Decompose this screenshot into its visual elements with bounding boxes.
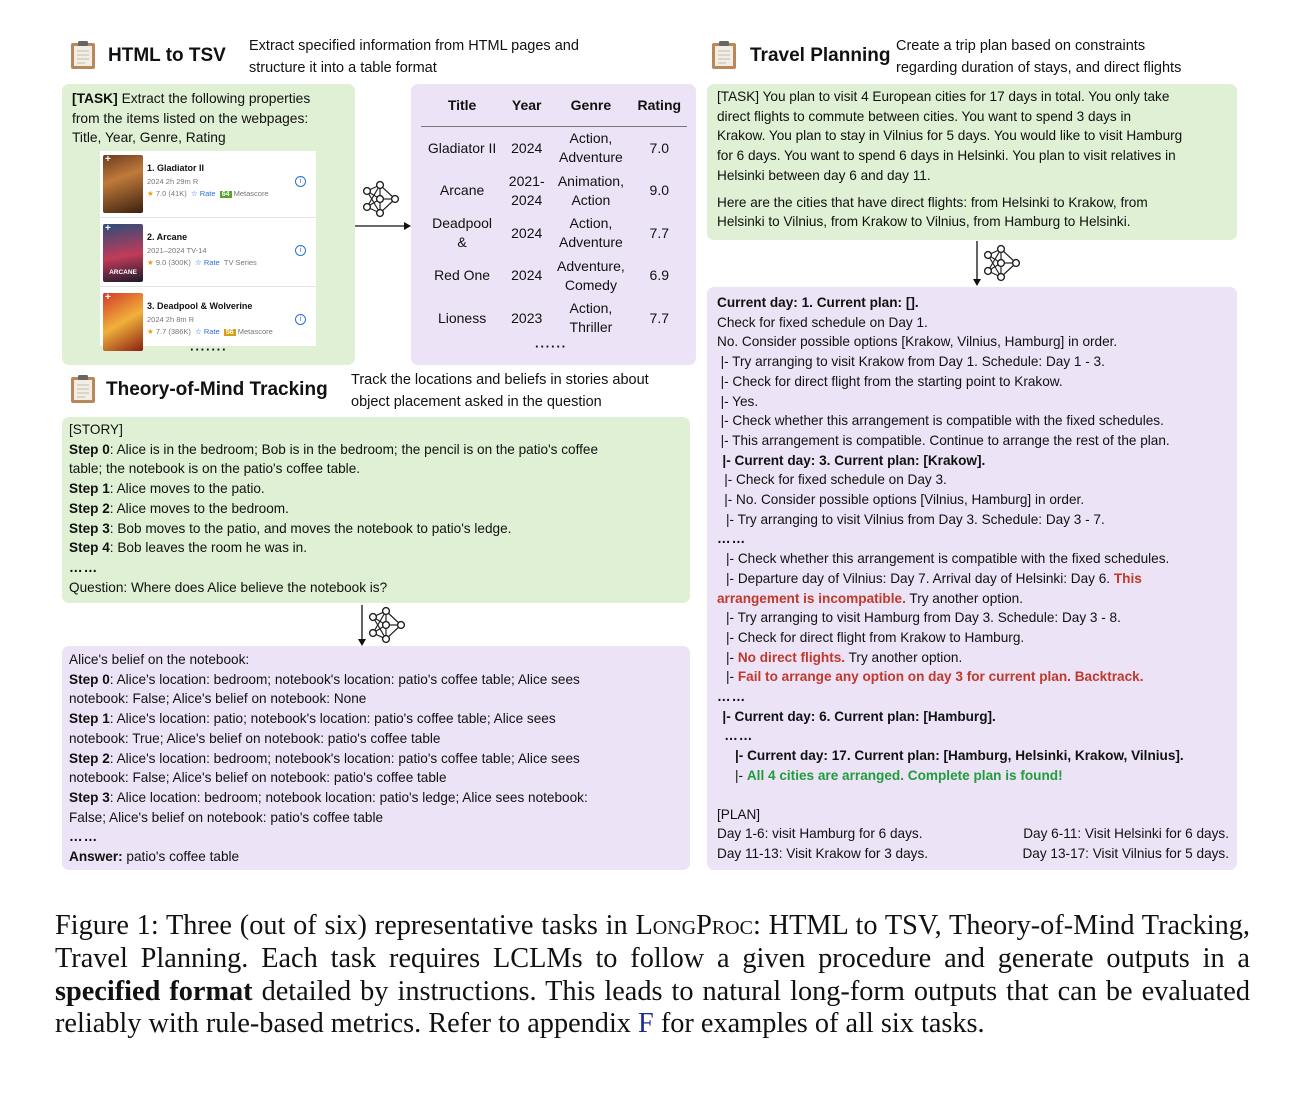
table-cell: Action, Adventure xyxy=(558,130,623,166)
tom-desc: Track the locations and beliefs in stories about object placement asked in the question xyxy=(351,372,649,410)
text-line: Step 3: Bob moves to the patio, and moves the notebook to patio's ledge. xyxy=(69,520,512,536)
text-line: Step 2: Alice's location: bedroom; notebook's location: patio's coffee table; Alice sees xyxy=(69,750,580,766)
star-icon: ★ xyxy=(147,327,154,336)
travel-title: Travel Planning xyxy=(750,45,891,66)
table-cell: Adventure, Comedy xyxy=(557,257,625,293)
table-cell: 2024 xyxy=(511,267,543,284)
procedure-line: |- Check whether this arrangement is compatible with the fixed schedules. xyxy=(720,413,1164,429)
task-line: [TASK] You plan to visit 4 European cities for 17 days in total. You only take xyxy=(717,89,1170,104)
table-cell: Red One xyxy=(434,267,491,284)
neural-network-icon xyxy=(362,180,402,218)
column-header: Title xyxy=(421,84,503,127)
travel-task-box xyxy=(707,84,1237,240)
text-line: False; Alice's belief on notebook: patio's coffee table xyxy=(69,809,384,825)
table-cell: 9.0 xyxy=(649,182,670,199)
table-cell: 7.0 xyxy=(649,139,670,156)
question: Question: Where does Alice believe the notebook is? xyxy=(69,579,388,595)
webpage-screenshot xyxy=(100,151,316,346)
html-tsv-output-box xyxy=(411,84,696,365)
procedure-line: |- Current day: 3. Current plan: [Krakow]. xyxy=(722,452,986,468)
plan-row: Day 11-13: Visit Krakow for 3 days. Day 13-17: Visit Vilnius for 5 days. xyxy=(717,845,1229,861)
arrow-down-icon xyxy=(971,241,983,287)
plan-label: [PLAN] xyxy=(717,807,761,822)
neural-network-icon xyxy=(983,244,1023,282)
table-cell: Lioness xyxy=(437,309,487,326)
table-row xyxy=(421,255,687,298)
text-line: notebook: True; Alice's belief on notebook: patio's coffee table xyxy=(69,730,441,746)
flight-line: Helsinki to Vilnius, from Krakow to Vilnius, from Hamburg to Helsinki. xyxy=(717,214,1131,230)
procedure-line: |- All 4 cities are arranged. Complete plan is found! xyxy=(735,767,1063,783)
tsv-table xyxy=(421,84,687,340)
table-cell: 7.7 xyxy=(649,224,670,241)
table-cell: 2024 xyxy=(511,139,543,156)
table-cell: Animation, Action xyxy=(557,172,624,208)
table-cell: Deadpool & xyxy=(432,215,493,251)
info-icon: i xyxy=(295,314,306,325)
column-header: Genre xyxy=(550,84,631,127)
table-row xyxy=(421,297,687,340)
task-line: Helsinki between day 6 and day 11. xyxy=(717,167,931,183)
procedure-line: |- This arrangement is compatible. Continue to arrange the rest of the plan. xyxy=(720,432,1170,448)
tom-answer-box: Alice's belief on the notebook: Step 0: Alice's location: bedroom; notebook's location: patio's coffee table; Alice sees notebook: False; Alice's belief on notebook: None Step 1: Alice's location: patio; notebook's location: patio's coffee table; Alice sees notebook: True; Alice's belief on notebook: patio's coffee table Step 2: Alice's location: bedroom; notebook's location: patio's coffee table; Alice sees notebook: False; Alice's belief on notebook: patio's coffee table Step 3: Alice location: bedroom; notebook location: patio's ledge; Alice sees notebook: False; Alice's belief on notebook: patio's coffee table …… Answer: patio's coffee table xyxy=(62,646,690,870)
procedure-line: |- No. Consider possible options [Vilnius, Hamburg] in order. xyxy=(724,492,1085,508)
html-tsv-task-box: [TASK] Extract the following properties from the items listed on the webpages: Title, Year, Genre, Rating xyxy=(62,84,355,365)
ellipsis: …… xyxy=(69,559,99,575)
task-line: direct flights to commute between cities. You want to spend 3 days in xyxy=(717,108,1132,124)
card-ellipsis: ······· xyxy=(190,342,228,357)
column-header: Year xyxy=(503,84,550,127)
plus-icon: + xyxy=(105,223,111,234)
table-cell: 7.7 xyxy=(649,309,670,326)
procedure-line: |- No direct flights. Try another option. xyxy=(726,649,963,665)
procedure-line: |- Yes. xyxy=(720,393,759,409)
table-cell: 2021- 2024 xyxy=(508,172,545,208)
travel-procedure-box xyxy=(707,287,1237,870)
procedure-line: |- Try arranging to visit Vilnius from Day 3. Schedule: Day 3 - 7. xyxy=(726,511,1105,527)
procedure-line: |- Check for direct flight from Krakow to Hamburg. xyxy=(726,629,1025,645)
table-row xyxy=(421,212,687,255)
list-item: + 1. Gladiator II 2024 2h 29m R ★ 7.0 (41K) ☆ Rate 64 Metascore i xyxy=(100,151,316,218)
procedure-line: |- Current day: 6. Current plan: [Hamburg]. xyxy=(722,708,996,724)
table-ellipsis: ······ xyxy=(535,339,567,354)
procedure-line: Current day: 1. Current plan: []. xyxy=(717,295,919,310)
appendix-link[interactable]: F xyxy=(638,1008,654,1040)
procedure-line: |- Check whether this arrangement is compatible with the fixed schedules. xyxy=(726,551,1170,567)
travel-section xyxy=(711,40,737,75)
procedure-line: Check for fixed schedule on Day 1. xyxy=(717,314,928,330)
arrow-right-icon xyxy=(354,220,412,232)
text-line: Step 4: Bob leaves the room he was in. xyxy=(69,540,308,556)
procedure-line: |- Try arranging to visit Hamburg from Day 3. Schedule: Day 3 - 8. xyxy=(726,610,1121,626)
flight-line: Here are the cities that have direct flights: from Helsinki to Krakow, from xyxy=(717,194,1148,210)
procedure-line: No. Consider possible options [Krakow, Vilnius, Hamburg] in order. xyxy=(717,334,1118,350)
answer: Answer: patio's coffee table xyxy=(69,849,240,865)
list-item: + 3. Deadpool & Wolverine 2024 2h 8m R ★ 7.7 (386K) ☆ Rate 56 Metascore i xyxy=(100,289,316,355)
text-line: table; the notebook is on the patio's coffee table. xyxy=(69,461,361,477)
tom-story-box: [STORY] Step 0: Alice is in the bedroom; Bob is in the bedroom; the pencil is on the patio's coffee table; the notebook is on the patio's coffee table. Step 1: Alice moves to the patio. Step 2: Alice moves to the bedroom. Step 3: Bob moves to the patio, and moves the notebook to patio's ledge. Step 4: Bob leaves the room he was in. …… Question: Where does Alice believe the notebook is? xyxy=(62,417,690,603)
list-item: ARCANE + 2. Arcane 2021–2024 TV-14 ★ 9.0 (300K) ☆ Rate TV Series i xyxy=(100,220,316,287)
column-header: Rating xyxy=(632,84,687,127)
procedure-line: …… xyxy=(717,531,747,547)
clipboard-icon xyxy=(711,40,737,70)
plus-icon: + xyxy=(105,292,111,303)
procedure-line: |- Departure day of Vilnius: Day 7. Arrival day of Helsinki: Day 6. This xyxy=(726,570,1142,586)
clipboard-icon xyxy=(70,40,96,70)
table-cell: Action, Thriller xyxy=(569,300,613,336)
star-icon: ★ xyxy=(147,258,154,267)
tom-section xyxy=(70,374,96,409)
text-line: Step 3: Alice location: bedroom; notebook location: patio's ledge; Alice sees notebook: xyxy=(69,789,588,805)
plan-row: Day 1-6: visit Hamburg for 6 days. Day 6-11: Visit Helsinki for 6 days. xyxy=(717,826,1229,841)
task-line: for 6 days. You want to spend 6 days in Helsinki. You plan to visit relatives in xyxy=(717,148,1176,164)
task-line: Krakow. You plan to stay in Vilnius for 5 days. You would like to visit Hamburg xyxy=(717,128,1183,144)
clipboard-icon xyxy=(70,374,96,404)
procedure-line: …… xyxy=(724,728,754,744)
text-line: Step 2: Alice moves to the bedroom. xyxy=(69,500,289,516)
arrow-down-icon xyxy=(356,605,368,647)
travel-desc: Create a trip plan based on constraints regarding duration of stays, and direct flights xyxy=(896,38,1182,76)
text-line: Step 1: Alice's location: patio; notebook's location: patio's coffee table; Alice sees xyxy=(69,711,556,727)
procedure-line: |- Try arranging to visit Krakow from Day 1. Schedule: Day 1 - 3. xyxy=(720,354,1105,370)
html-tsv-desc: Extract specified information from HTML pages and structure it into a table format xyxy=(249,38,579,76)
html-tsv-title: HTML to TSV xyxy=(108,45,226,66)
neural-network-icon xyxy=(368,606,408,644)
text-line: Step 0: Alice is in the bedroom; Bob is in the bedroom; the pencil is on the patio's coffee xyxy=(69,441,599,457)
table-cell: Arcane xyxy=(439,182,485,199)
table-cell: 6.9 xyxy=(649,267,670,284)
tom-title: Theory-of-Mind Tracking xyxy=(106,379,328,400)
procedure-line: |- Check for fixed schedule on Day 3. xyxy=(724,472,947,488)
figure-caption: Figure 1: Three (out of six) representative tasks in LongProc: HTML to TSV, Theory-of-Mind Tracking, Travel Planning. Each task requires LCLMs to follow a given procedure and generate outputs in a specified format detailed by instructions. This leads to natural long-form outputs that can be evaluated reliably with rule-based metrics. Refer to appendix F for examples of all six tasks. xyxy=(55,910,1250,1040)
table-row xyxy=(421,170,687,213)
table-cell: Gladiator II xyxy=(427,139,497,156)
table-row xyxy=(421,127,687,170)
procedure-line: …… xyxy=(717,689,747,705)
ellipsis: …… xyxy=(69,829,99,845)
procedure-line: |- Current day: 17. Current plan: [Hamburg, Helsinki, Krakow, Vilnius]. xyxy=(735,748,1184,764)
star-icon: ★ xyxy=(147,189,154,198)
poster-image: ARCANE xyxy=(103,224,143,282)
table-cell: 2023 xyxy=(511,309,543,326)
info-icon: i xyxy=(295,176,306,187)
text-line: notebook: False; Alice's belief on notebook: None xyxy=(69,691,367,707)
text-line: Step 1: Alice moves to the patio. xyxy=(69,481,265,497)
text-line: Step 0: Alice's location: bedroom; notebook's location: patio's coffee table; Alice sees xyxy=(69,671,580,687)
html-tsv-section xyxy=(70,40,96,75)
procedure-line: |- Check for direct flight from the starting point to Krakow. xyxy=(720,373,1063,389)
procedure-line: arrangement is incompatible. Try another option. xyxy=(717,590,1023,606)
procedure-line: |- Fail to arrange any option on day 3 for current plan. Backtrack. xyxy=(726,669,1144,685)
plus-icon: + xyxy=(105,154,111,165)
table-cell: Action, Adventure xyxy=(558,215,623,251)
table-cell: 2024 xyxy=(511,224,543,241)
info-icon: i xyxy=(295,245,306,256)
text-line: notebook: False; Alice's belief on notebook: patio's coffee table xyxy=(69,770,447,786)
